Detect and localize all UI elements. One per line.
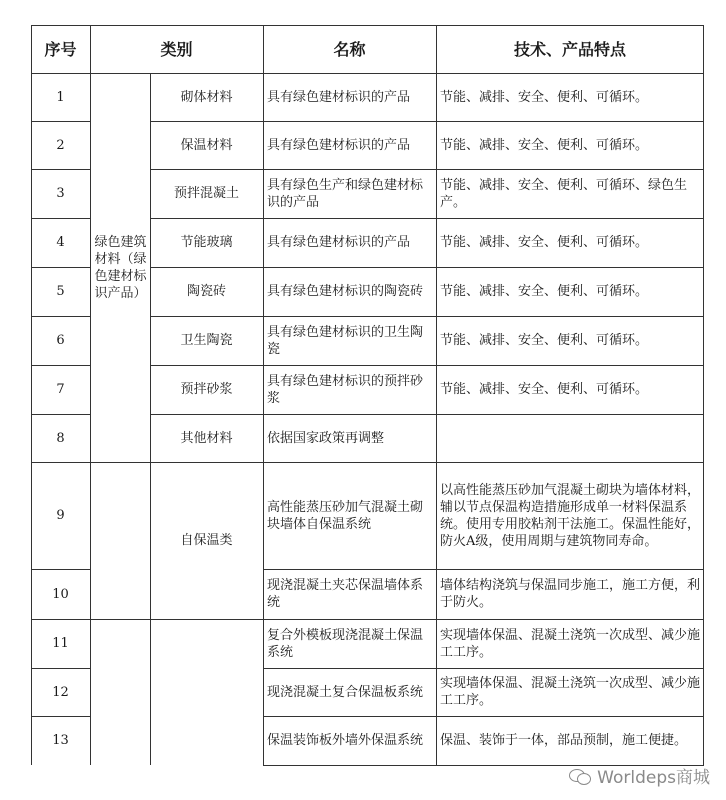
row-category: 卫生陶瓷 [180,333,233,348]
row-no: 2 [56,137,65,153]
row-no: 8 [56,430,65,446]
row-features: 以高性能蒸压砂加气混凝土砌块为墙体材料，辅以节点保温构造措施形成单一材料保温系统。使用专用胶粘剂干法施工。保温性能好，防火A级，使用周期与建筑物同寿命。 [440,482,701,549]
row-features: 节能、减排、安全、便利、可循环。 [440,137,649,153]
header-name: 名称 [333,39,366,59]
row-name: 具有绿色建材标识的产品 [267,235,411,250]
row-features: 保温、装饰于一体，部品预制，施工便捷。 [440,733,688,748]
row-features: 节能、减排、安全、便利、可循环。 [440,333,649,348]
row-features: 节能、减排、安全、便利、可循环。 [440,235,649,250]
group-self-insulation: 自保温类 [180,533,233,548]
row-no: 9 [56,508,65,523]
row-no: 1 [56,89,65,105]
row-features: 节能、减排、安全、便利、可循环。 [440,284,649,299]
row-features: 墙体结构浇筑与保温同步施工，施工方便，利于防火。 [440,578,701,610]
row-name: 具有绿色建材标识的陶瓷砖 [267,284,424,299]
row-name: 具有绿色生产和绿色建材标识的产品 [267,177,424,210]
row-name: 具有绿色建材标识的预拌砂浆 [267,373,424,406]
header-no: 序号 [44,39,77,59]
product-table [31,25,704,765]
row-category: 保温材料 [180,137,233,153]
row-name: 现浇混凝土夹芯保温墙体系统 [267,578,424,610]
row-no: 4 [56,235,65,250]
row-name: 高性能蒸压砂加气混凝土砌块墙体自保温系统 [267,499,424,532]
row-name: 具有绿色建材标识的产品 [267,89,411,105]
header-features: 技术、产品特点 [513,39,626,59]
watermark [569,763,710,788]
row-no: 5 [56,284,65,299]
row-category: 预拌砂浆 [180,382,233,397]
row-name: 复合外模板现浇混凝土保温系统 [267,627,424,660]
row-features: 节能、减排、安全、便利、可循环。 [440,89,649,105]
row-category: 预拌混凝土 [173,186,239,201]
row-features: 实现墙体保温、混凝土浇筑一次成型、减少施工工序。 [440,676,701,708]
row-name: 保温装饰板外墙外保温系统 [267,733,424,748]
row-category: 其他材料 [180,430,233,446]
row-no: 10 [52,586,69,602]
row-no: 13 [52,733,69,748]
row-features: 实现墙体保温、混凝土浇筑一次成型、减少施工工序。 [440,627,701,660]
row-no: 6 [56,333,65,348]
chat-bubble-icon [569,767,591,785]
row-no: 12 [52,684,69,700]
row-category: 节能玻璃 [180,235,233,250]
row-name: 具有绿色建材标识的产品 [267,137,411,153]
row-no: 3 [56,186,65,201]
row-category: 砌体材料 [180,89,233,105]
header-category: 类别 [160,39,193,59]
row-no: 11 [52,636,69,651]
row-features: 节能、减排、安全、便利、可循环、绿色生产。 [440,177,688,210]
row-category: 陶瓷砖 [186,284,226,299]
row-features [436,414,704,462]
row-name: 依据国家政策再调整 [267,430,385,446]
row-name: 现浇混凝土复合保温板系统 [267,684,424,700]
watermark-text: Worldeps商城 [597,768,710,788]
row-features: 节能、减排、安全、便利、可循环。 [440,382,649,397]
row-name: 具有绿色建材标识的卫生陶瓷 [267,324,424,357]
row-no: 7 [56,382,65,397]
group-green-materials: 绿色建筑材料（绿色建材标识产品） [94,234,147,301]
